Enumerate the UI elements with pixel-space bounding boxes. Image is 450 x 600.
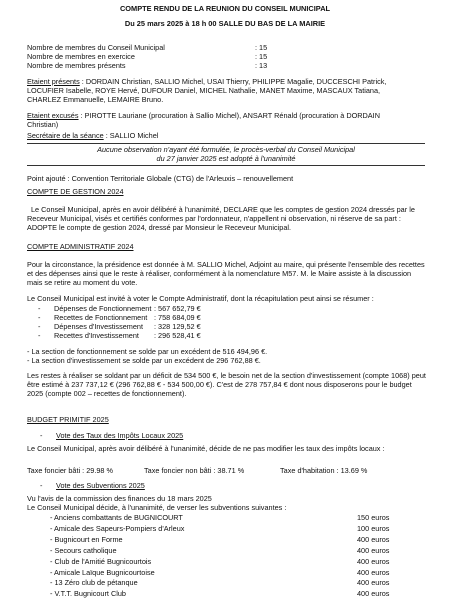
recap-dash-4: - bbox=[38, 331, 41, 340]
recap-dash-2: - bbox=[38, 313, 41, 322]
subvention-name-4: - Secours catholique bbox=[50, 546, 117, 555]
recap-value-1: : 567 652,79 € bbox=[154, 304, 201, 313]
subvention-name-1: - Anciens combattants de BUGNICOURT bbox=[50, 513, 183, 522]
taux-heading: Vote des Taux des Impôts Locaux 2025 bbox=[56, 431, 184, 440]
administratif-heading: COMPTE ADMINISTRATIF 2024 bbox=[27, 242, 134, 251]
members-present-value: : 13 bbox=[255, 61, 268, 70]
members-exercice-label: Nombre de membres en exercice bbox=[27, 52, 135, 61]
recap-dash-3: - bbox=[38, 322, 41, 331]
subvention-amount-4: 400 euros bbox=[357, 546, 390, 555]
subventions-intro: Le Conseil Municipal décide, à l'unanimité, de verser les subventions suivantes : bbox=[27, 503, 287, 512]
taux-non-bati: Taxe foncier non bâti : 38.71 % bbox=[144, 466, 245, 475]
document-title: COMPTE RENDU DE LA REUNION DU CONSEIL MUNICIPAL bbox=[119, 4, 331, 13]
meeting-date: Du 25 mars 2025 à 18 h 00 SALLE DU BAS DE LA MAIRIE bbox=[124, 19, 326, 28]
excused-label: Etaient excusés bbox=[27, 111, 79, 120]
present-line-1 bbox=[27, 77, 386, 86]
subvention-amount-1: 150 euros bbox=[357, 513, 390, 522]
recap-value-2: : 758 684,09 € bbox=[154, 313, 201, 322]
present-label: Etaient présents bbox=[27, 77, 80, 86]
taux-habitation: Taxe d'habitation : 13.69 % bbox=[280, 466, 368, 475]
subvention-amount-7: 400 euros bbox=[357, 578, 390, 587]
subvention-name-2: - Amicale des Sapeurs-Pompiers d'Arleux bbox=[50, 524, 185, 533]
recap-dash-1: - bbox=[38, 304, 41, 313]
recap-label-3: Dépenses d'Investissement bbox=[54, 322, 144, 331]
present-names-3: CHARLEZ Emmanuelle, LEMAIRE Bruno. bbox=[27, 95, 164, 104]
subventions-dash: - bbox=[40, 481, 43, 490]
secretary-label: Secrétaire de la séance bbox=[27, 131, 104, 140]
recap-value-4: : 296 528,41 € bbox=[154, 331, 201, 340]
excedent-investissement: - La section d'investissement se solde par un excédent de 296 762,88 €. bbox=[27, 356, 261, 365]
budget-heading: BUDGET PRIMITIF 2025 bbox=[27, 415, 109, 424]
administratif-invite: Le Conseil Municipal est invité à voter le Compte Administratif, dont la récapitulation peut ainsi se résumer : bbox=[27, 294, 374, 303]
members-total-value: : 15 bbox=[255, 43, 268, 52]
restes-a-realiser: Les restes à réaliser se soldant par un déficit de 534 500 €, le besoin net de la section d'investissement (compte 1068) peut être estimé à 237 737,12 € (296 762,88 € - 534 500,00 €). C'est de 278 757,84 € dont nous disposerons pour le budget 2025 (compte 002 – recettes de fonctionnement). bbox=[27, 371, 426, 398]
taux-dash: - bbox=[40, 431, 43, 440]
observation-line-2: du 27 janvier 2025 est adopté à l'unanimité bbox=[156, 154, 296, 163]
subvention-name-6: - Amicale Laïque Bugnicourtoise bbox=[50, 568, 155, 577]
taux-text: Le Conseil Municipal, après avoir délibéré à l'unanimité, décide de ne pas modifier les taux des impôts locaux : bbox=[27, 444, 385, 453]
commission-line: Vu l'avis de la commission des finances du 18 mars 2025 bbox=[27, 494, 212, 503]
recap-label-4: Recettes d'Investissement bbox=[54, 331, 139, 340]
present-names-1: : DORDAIN Christian, SALLIO Michel, USAI Thierry, PHILIPPE Magalie, DUCCESCHI Patrick, bbox=[79, 77, 387, 86]
divider-top bbox=[27, 143, 425, 144]
subventions-heading: Vote des Subventions 2025 bbox=[56, 481, 145, 490]
secretary-line bbox=[27, 131, 158, 140]
subvention-amount-3: 400 euros bbox=[357, 535, 390, 544]
subvention-amount-8: 400 euros bbox=[357, 589, 390, 598]
recap-value-3: : 328 129,52 € bbox=[154, 322, 201, 331]
recap-label-2: Recettes de Fonctionnement bbox=[54, 313, 148, 322]
excused-names-1: : PIROTTE Lauriane (procuration à Sallio Michel), ANSART Rénald (procuration à DORDAIN bbox=[78, 111, 380, 120]
gestion-text: Le Conseil Municipal, après en avoir délibéré à l'unanimité, DECLARE que les comptes de gestion 2024 dressés par le Receveur Municipal, visés et certifiés conformes par l'ordonnateur, n'appellent ni observation, ni réserve de sa part : ADOPTE le compte de gestion 2024, dressé par Monsieur le Receveur Municipal. bbox=[27, 205, 415, 232]
excused-names-2: Christian) bbox=[27, 120, 59, 129]
subvention-name-7: - 13 Zéro club de pétanque bbox=[50, 578, 138, 587]
recap-label-1: Dépenses de Fonctionnement bbox=[54, 304, 152, 313]
subvention-name-8: - V.T.T. Bugnicourt Club bbox=[50, 589, 126, 598]
divider-bottom bbox=[27, 165, 425, 166]
excused-line-1 bbox=[27, 111, 380, 120]
observation-line-1: Aucune observation n'ayant été formulée, le procès-verbal du Conseil Municipal bbox=[97, 145, 355, 154]
members-total-label: Nombre de membres du Conseil Municipal bbox=[27, 43, 165, 52]
subvention-name-5: - Club de l'Amitié Bugnicourtois bbox=[50, 557, 152, 566]
administratif-intro: Pour la circonstance, la présidence est donnée à M. SALLIO Michel, Adjoint au maire, qui présente l'ensemble des recettes et des dépenses ainsi que le reste à réaliser, conformément à la nomenclature M57. M. le Maire assiste à la discussion mais se retire au moment du vote. bbox=[27, 260, 425, 287]
gestion-heading: COMPTE DE GESTION 2024 bbox=[27, 187, 124, 196]
added-point: Point ajouté : Convention Territoriale Globale (CTG) de l'Arleuxis – renouvellement bbox=[27, 174, 294, 183]
subvention-amount-2: 100 euros bbox=[357, 524, 390, 533]
taux-bati: Taxe foncier bâti : 29.98 % bbox=[27, 466, 113, 475]
members-exercice-value: : 15 bbox=[255, 52, 268, 61]
secretary-name: : SALLIO Michel bbox=[103, 131, 159, 140]
present-names-2: LOCUFIER Isabelle, ROYE Hervé, DUFOUR Daniel, MICHEL Nathalie, MANET Maxime, MASCAUX Tatiana, bbox=[27, 86, 381, 95]
subvention-amount-5: 400 euros bbox=[357, 557, 390, 566]
members-present-label: Nombre de membres présents bbox=[27, 61, 126, 70]
subvention-name-3: - Bugnicourt en Forme bbox=[50, 535, 123, 544]
subvention-amount-6: 400 euros bbox=[357, 568, 390, 577]
excedent-fonctionnement: - La section de fonctionnement se solde par un excédent de 516 494,96 €. bbox=[27, 347, 268, 356]
